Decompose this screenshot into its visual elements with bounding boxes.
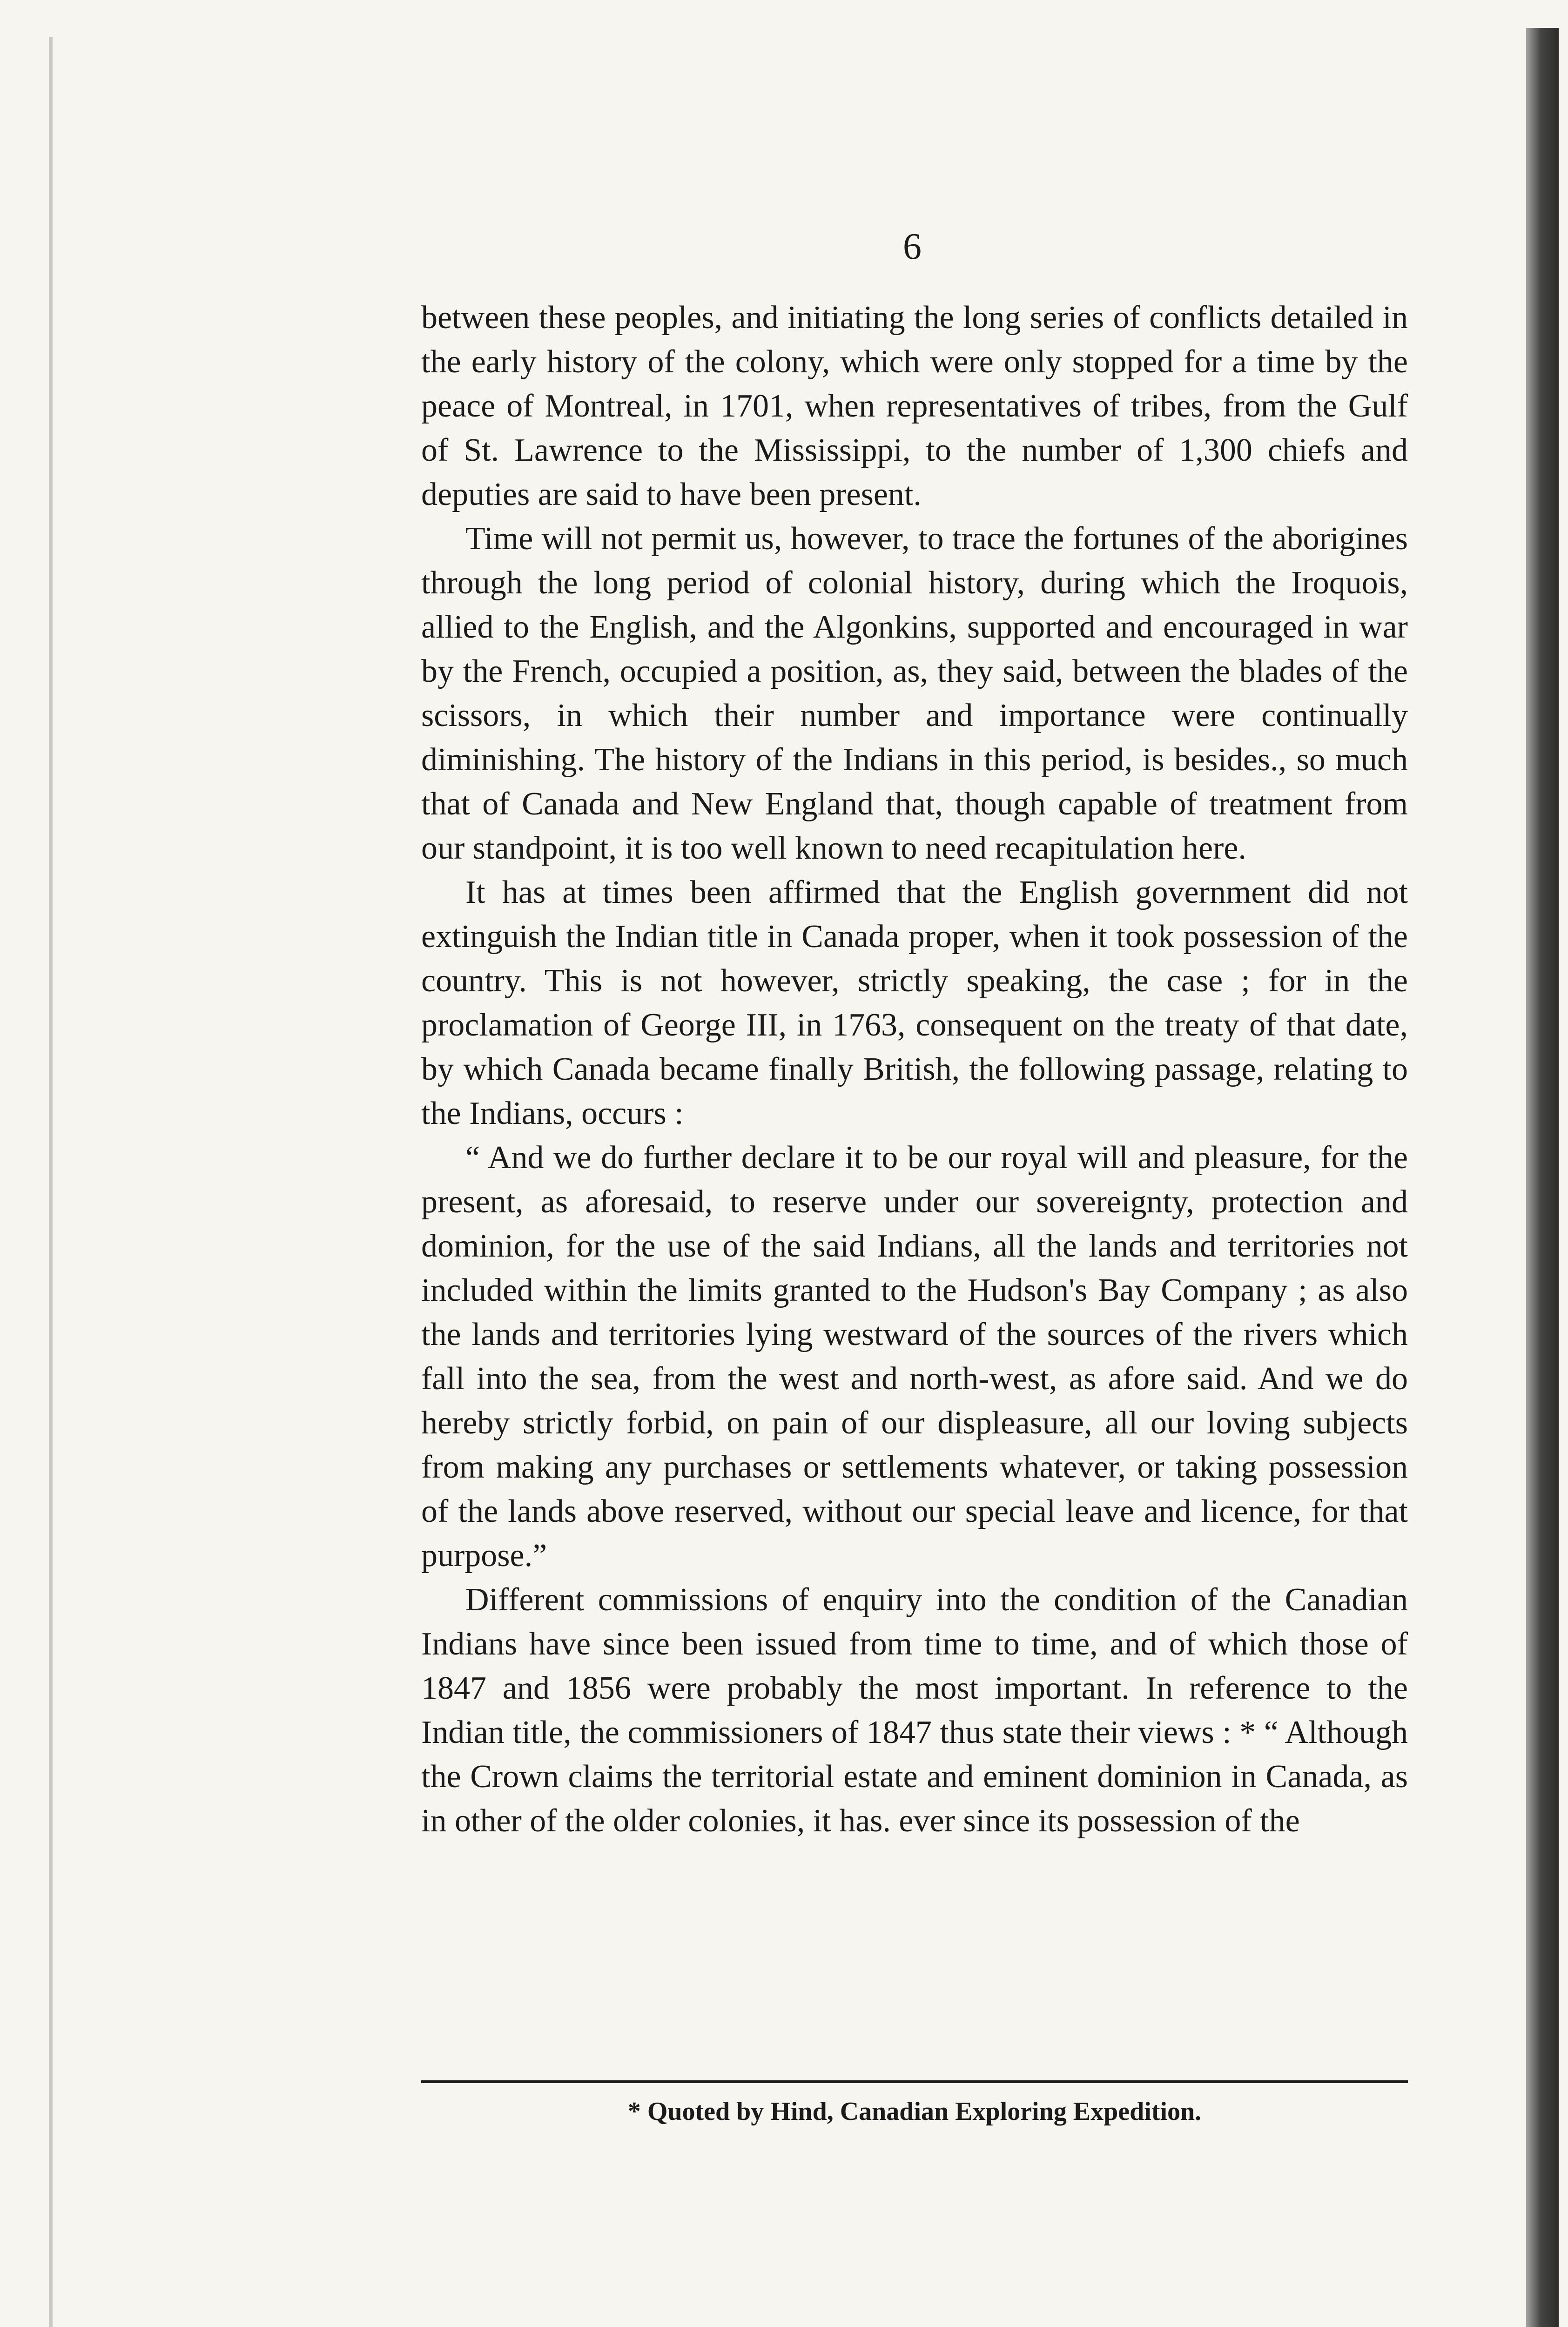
page-number: 6 xyxy=(903,226,922,267)
footnote-rule xyxy=(421,2080,1408,2083)
scan-binding-edge xyxy=(1526,28,1559,2327)
paragraph-2: Time will not permit us, however, to trace the fortunes of the aborigines through the long period of colonial history, during which the Iroquois, allied to the English, and the Algonkins, supported and encouraged in war by the French, occupied a position, as, they said, between the blades of the scissors, in which their number and importance were continually diminishing. The history of the Indians in this period, is besides., so much that of Canada and New England that, though capable of treatment from our standpoint, it is too well known to need recapitulation here. xyxy=(421,521,1408,866)
body-text xyxy=(421,296,1408,1843)
scan-left-margin-shadow xyxy=(49,37,53,2327)
paragraph-1: between these peoples, and initiating the long series of conflicts detailed in the early history of the colony, which were only stopped for a time by the peace of Montreal, in 1701, when representatives of tribes, from the Gulf of St. Lawrence to the Mississippi, to the number of 1,300 chiefs and deputies are said to have been present. xyxy=(421,300,1408,512)
paragraph-3: It has at times been affirmed that the English government did not extinguish the Indian title in Canada proper, when it took possession of the country. This is not however, strictly speaking, the case ; for in the proclamation of George III, in 1763, consequent on the treaty of that date, by which Canada became finally British, the following passage, relating to the Indians, occurs : xyxy=(421,874,1408,1131)
paragraph-5: Different commissions of enquiry into the condition of the Canadian Indians have since been issued from time to time, and of which those of 1847 and 1856 were probably the most important. In reference to the Indian title, the commissioners of 1847 thus state their views : * “ Although the Crown claims the territorial estate and eminent dominion in Canada, as in other of the older colonies, it has. ever since its possession of the xyxy=(421,1582,1408,1839)
quoted-proclamation: “ And we do further declare it to be our royal will and pleasure, for the present, as aforesaid, to reserve under our sovereignty, protection and dominion, for the use of the said Indians, all the lands and territories not included within the limits granted to the Hudson's Bay Company ; as also the lands and territories lying westward of the sources of the rivers which fall into the sea, from the west and north-west, as afore said. And we do hereby strictly forbid, on pain of our displeasure, all our loving subjects from making any purchases or settlements whatever, or taking possession of the lands above reserved, without our special leave and licence, for that purpose.” xyxy=(421,1140,1408,1574)
footnote: * Quoted by Hind, Canadian Exploring Expedition. xyxy=(627,2097,1202,2126)
